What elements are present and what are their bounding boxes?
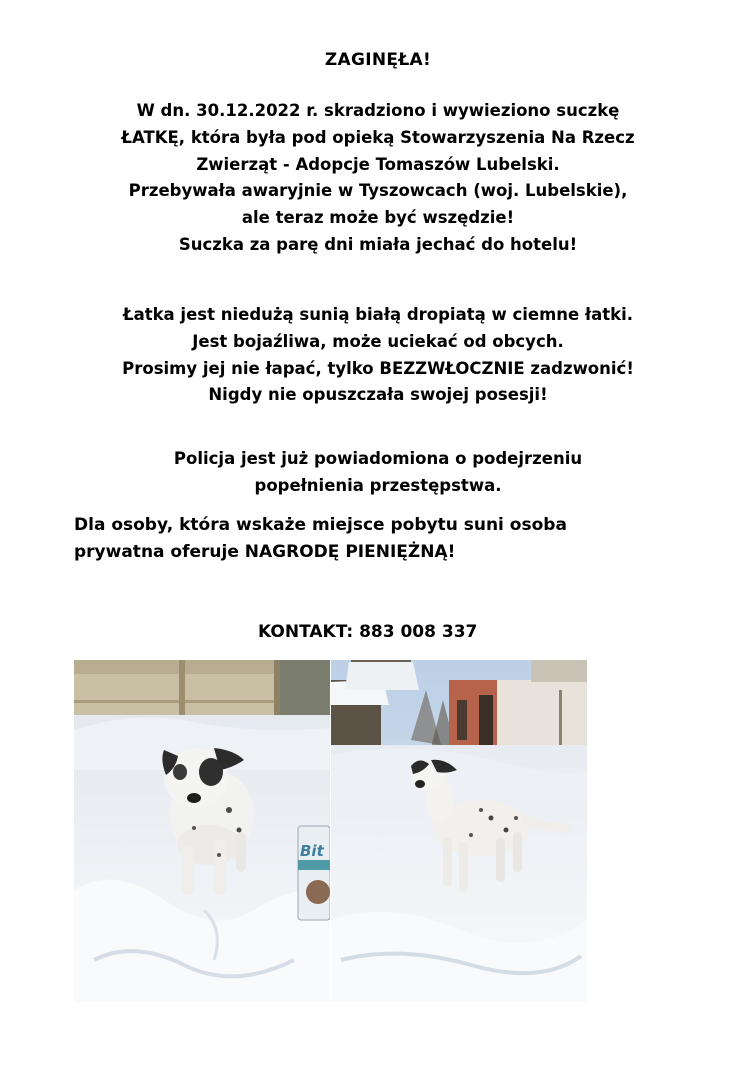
text-line: popełnienia przestępstwa. (254, 475, 502, 495)
dog-photo-closeup (74, 660, 330, 1002)
text-line: Przebywała awaryjnie w Tyszowcach (woj. Lubelskie), (128, 181, 628, 201)
text-line: Prosimy jej nie łapać, tylko BEZZWŁOCZNIE zadzwonić! (122, 358, 634, 378)
paragraph-dog-description (0, 302, 756, 409)
dog-photo-yard (331, 660, 587, 1002)
text-line: ale teraz może być wszędzie! (241, 208, 515, 228)
reward-notice (74, 512, 567, 566)
text-line: Łatka jest niedużą sunią białą dropiatą w ciemne łatki. (122, 305, 634, 324)
text-line: Jest bojaźliwa, może uciekać od obcych. (192, 331, 564, 351)
text-line: Zwierząt - Adopcje Tomaszów Lubelski. (196, 154, 560, 174)
text-line: W dn. 30.12.2022 r. skradziono i wywieziono suczkę (136, 101, 620, 120)
poster-title: ZAGINĘŁA! (324, 50, 432, 70)
paragraph-police-notice (0, 446, 756, 500)
paragraph-theft-details (0, 98, 756, 259)
contact-phone: KONTAKT: 883 008 337 (258, 622, 478, 642)
text-line: Dla osoby, która wskaże miejsce pobytu suni osoba (74, 515, 567, 535)
text-line: ŁATKĘ, która była pod opieką Stowarzyszenia Na Rzecz (121, 127, 635, 147)
text-line: Nigdy nie opuszczała swojej posesji! (208, 385, 548, 405)
text-line: Policja jest już powiadomiona o podejrzeniu (173, 449, 583, 468)
text-line: prywatna oferuje NAGRODĘ PIENIĘŻNĄ! (74, 542, 456, 562)
package-label: Bit (300, 842, 324, 860)
text-line: Suczka za parę dni miała jechać do hotelu! (178, 234, 578, 254)
